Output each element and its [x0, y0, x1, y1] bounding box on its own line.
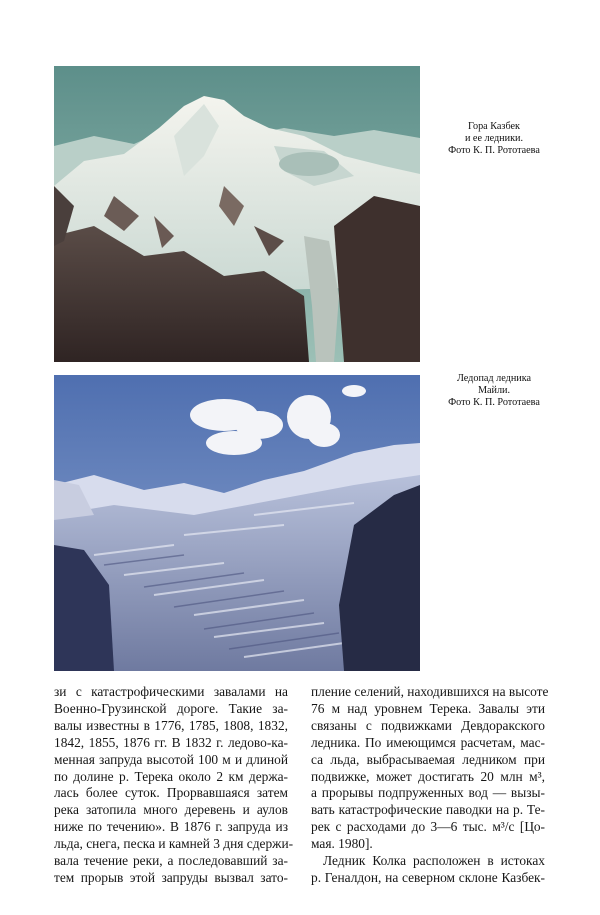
text-line: вать катастрофические паводки на р. Те- — [311, 802, 545, 818]
photo-caption-maili — [424, 373, 564, 409]
icefall-photo-image — [54, 375, 420, 671]
text-line: са льда, выбрасываемая ледником при — [311, 751, 545, 767]
text-column-right — [311, 684, 549, 887]
text-line: ниже по течению». В 1876 г. запруда из — [54, 819, 288, 835]
text-line: Ледник Колка расположен в истоках — [323, 853, 545, 869]
text-line: рек с расходами до 3—6 тыс. м³/с [Цо- — [311, 819, 545, 835]
text-line: тем прорыв этой запруды вызвал зато- — [54, 869, 288, 885]
kazbek-photo-image — [54, 66, 420, 362]
caption-line: и ее ледники. — [464, 133, 524, 144]
text-line: валы известны в 1776, 1785, 1808, 1832, — [54, 717, 288, 733]
text-line: вала течение реки, а последовавший за- — [54, 853, 288, 869]
text-line: 1842, 1855, 1876 гг. В 1832 г. ледово-ка- — [54, 734, 288, 750]
caption-line: Гора Казбек — [468, 121, 520, 132]
text-line: лась более суток. Прорвавшаяся затем — [54, 785, 288, 801]
text-line: подвижке, может достигать 20 млн м³, — [311, 768, 545, 784]
photo-maili-icefall — [54, 375, 420, 671]
photo-mount-kazbek — [54, 66, 420, 362]
text-line: менная запруда высотой 100 м и длиной — [54, 751, 288, 767]
text-line: льда, снега, песка и камней 3 дня сдержи- — [54, 836, 294, 852]
text-line: река затопила много деревень и аулов — [54, 802, 288, 818]
text-line: по долине р. Терека около 2 км держа- — [54, 768, 288, 784]
text-line: ледника. По имеющимся расчетам, мас- — [311, 734, 545, 750]
text-line: связаны с подвижками Девдоракского — [311, 717, 545, 733]
text-line: зи с катастрофическими завалами на — [54, 684, 288, 699]
caption-line: Ледопад ледника — [456, 373, 532, 384]
text-column-left — [54, 684, 294, 887]
text-line: Военно-Грузинской дороге. Такие за- — [54, 700, 288, 716]
text-line: а прорывы подпруженных вод — вызы- — [311, 785, 545, 801]
text-line: мая. 1980]. — [311, 836, 373, 852]
text-line: 76 м над уровнем Терека. Завалы эти — [311, 700, 545, 716]
text-line: р. Геналдон, на северном склоне Казбек- — [311, 869, 545, 885]
caption-line: Майли. — [477, 385, 511, 396]
caption-line: Фото К. П. Рототаева — [448, 145, 540, 156]
caption-line: Фото К. П. Рототаева — [448, 397, 540, 408]
photo-caption-kazbek — [424, 121, 564, 157]
text-line: пление селений, находившихся на высоте — [311, 684, 549, 699]
